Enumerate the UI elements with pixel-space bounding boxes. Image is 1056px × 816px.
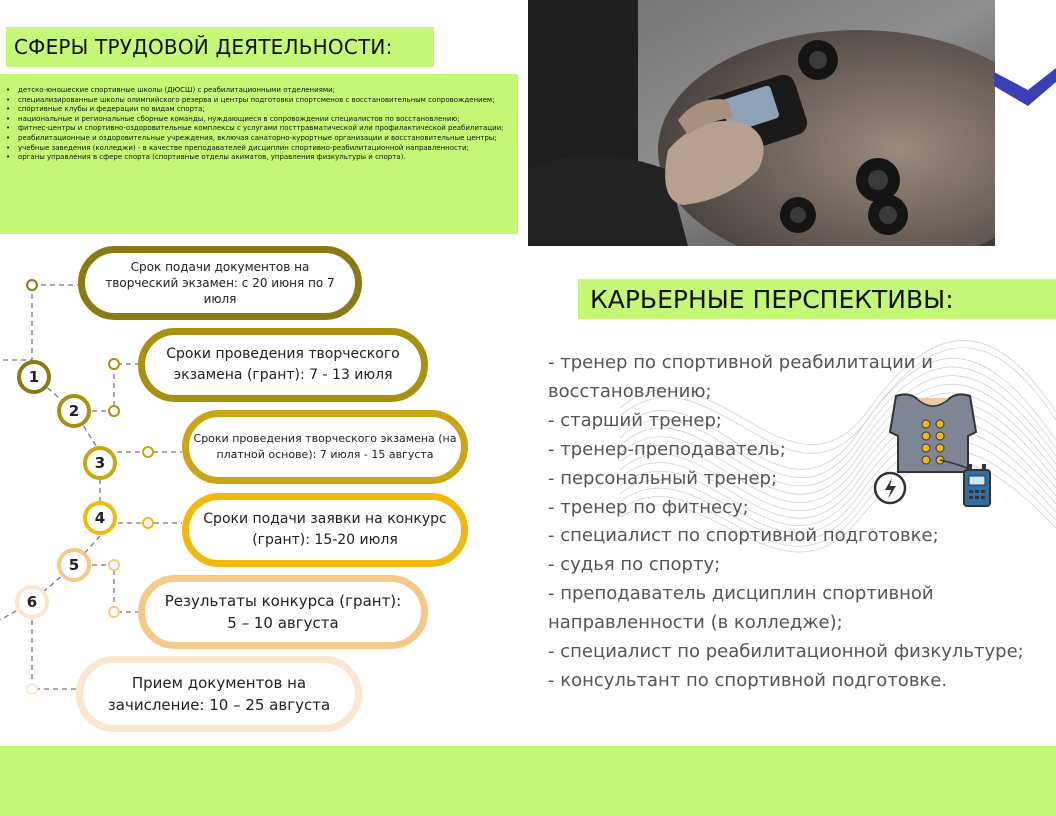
spheres-list-box: [0, 74, 518, 234]
spheres-item: • учебные заведения (колледжи) - в качестве преподавателей дисциплин спортивно-реабилитационной направленности;: [6, 144, 508, 154]
career-line: - консультант по спортивной подготовке.: [548, 669, 948, 691]
ems-vest-icon: [868, 392, 998, 512]
career-line: - тренер-преподаватель;: [548, 438, 786, 460]
step-text: Результаты конкурса (грант): 5 – 10 августа: [164, 592, 402, 632]
career-title: КАРЬЕРНЫЕ ПЕРСПЕКТИВЫ:: [590, 284, 954, 314]
step-number-3: 3: [83, 446, 117, 480]
step-number-1: 1: [17, 360, 51, 394]
step-number-6: 6: [15, 585, 49, 619]
spheres-item: • специализированные школы олимпийского резерва и центры подготовки спортсменов с восстановительным сопровождением;: [6, 96, 508, 106]
career-line: - специалист по реабилитационной физкультуре;: [548, 641, 1024, 663]
career-line: - судья по спорту;: [548, 554, 721, 576]
timeline-step-5: [138, 575, 428, 649]
step-number-2: 2: [57, 394, 91, 428]
step-text: Прием документов на зачисление: 10 – 25 августа: [107, 674, 331, 714]
step-text: Сроки проведения творческого экзамена (на платной основе): 7 июля - 15 августа: [193, 432, 457, 461]
timeline-step-2: [138, 328, 428, 402]
career-line: - специалист по спортивной подготовке;: [548, 525, 939, 547]
spheres-item: • фитнес-центры и спортивно-оздоровительные комплексы с услугами посттравматической или профилактической реабилитации;: [6, 124, 508, 134]
career-line: восстановлению;: [548, 380, 712, 402]
spheres-item: • национальные и региональные сборные команды, нуждающиеся в сопровождении специалистов по восстановлению;: [6, 115, 508, 125]
timeline-step-4: [182, 493, 468, 567]
timeline-step-1: [78, 246, 362, 320]
career-line: - тренер по спортивной реабилитации и: [548, 352, 933, 373]
career-line: направленности (в колледже);: [548, 612, 843, 634]
timeline-step-6: [76, 656, 362, 732]
career-line: - старший тренер;: [548, 409, 722, 431]
timeline-step-3: [182, 410, 468, 484]
spheres-title-box: [6, 27, 434, 67]
career-line: - тренер по фитнесу;: [548, 496, 749, 518]
step-text: Сроки подачи заявки на конкурс (грант): 15-20 июля: [203, 511, 447, 548]
spheres-item: • реабилитационные и оздоровительные учреждения, включая санаторно-курортные организации и восстановительные центры;: [6, 134, 508, 144]
step-number-5: 5: [57, 548, 91, 582]
step-text: Срок подачи документов на творческий экзамен: с 20 июня по 7 июля: [105, 260, 335, 306]
step-number-4: 4: [83, 501, 117, 535]
career-title-box: [578, 279, 1056, 319]
step-text: Сроки проведения творческого экзамена (грант): 7 - 13 июля: [166, 346, 400, 383]
spheres-list: [6, 86, 508, 163]
electrostimulation-photo: [528, 0, 995, 246]
career-line: - персональный тренер;: [548, 467, 778, 489]
spheres-item: • органы управления в сфере спорта (спортивные отделы акиматов, управления физкультуры и спорта).: [6, 153, 508, 163]
spheres-title: СФЕРЫ ТРУДОВОЙ ДЕЯТЕЛЬНОСТИ:: [14, 35, 393, 59]
career-line: - преподаватель дисциплин спортивной: [548, 583, 934, 605]
admission-timeline: [0, 240, 520, 740]
footer-bar: [0, 746, 1056, 816]
spheres-item: • спортивные клубы и федерации по видам спорта;: [6, 105, 508, 115]
chevron-down-icon: [994, 66, 1056, 108]
spheres-item: • детско-юношеские спортивные школы (ДЮСШ) с реабилитационными отделениями;: [6, 86, 508, 96]
